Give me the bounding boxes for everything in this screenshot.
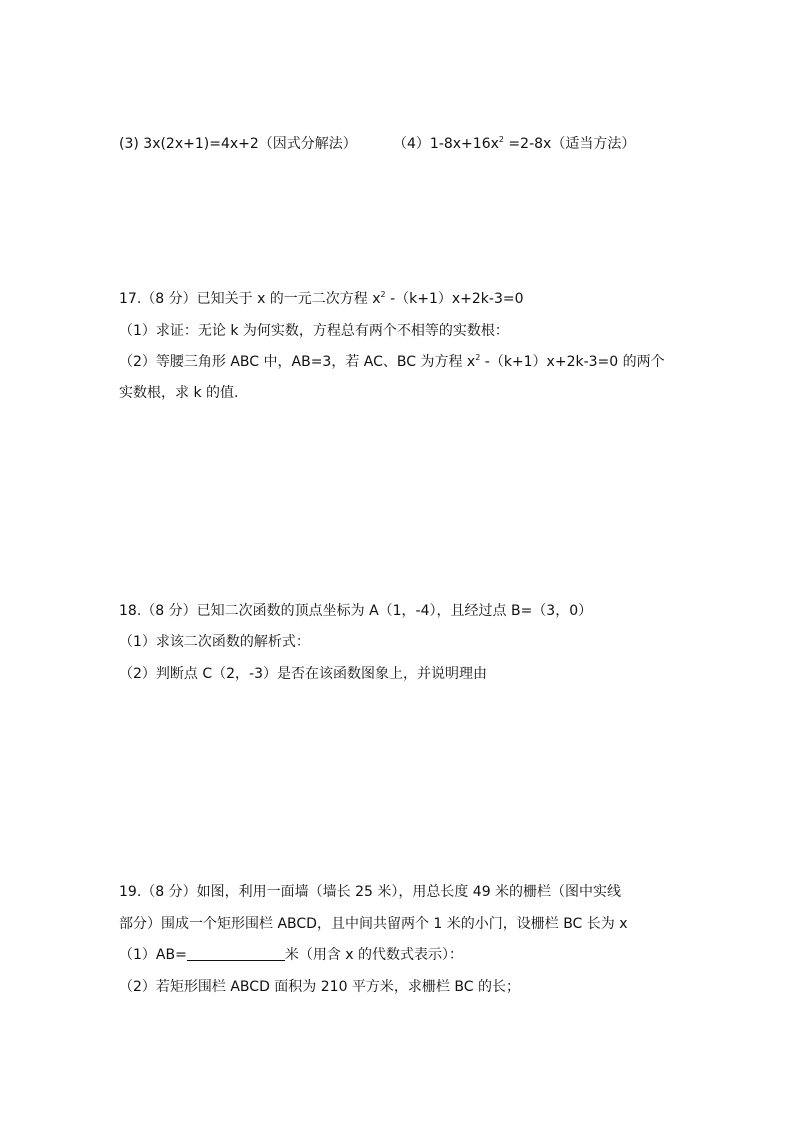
problem19-part1 bbox=[119, 945, 463, 965]
problem18-stem bbox=[119, 601, 592, 621]
problem17-stem-text: 17.（8 分）已知关于 x 的一元二次方程 x bbox=[119, 291, 381, 307]
exponent: 2 bbox=[475, 353, 481, 362]
problem17-part2-text-cont: -（k+1）x+2k-3=0 的两个 bbox=[480, 354, 665, 370]
exponent: 2 bbox=[498, 135, 504, 144]
problem16-part4-text-cont: =2-8x（适当方法） bbox=[503, 136, 636, 152]
problem17-part1-text: （1）求证：无论 k 为何实数，方程总有两个不相等的实数根： bbox=[119, 323, 509, 339]
problem16-part4-text: （4）1-8x+16x bbox=[393, 136, 499, 152]
problem18-part1-text: （1）求该二次函数的解析式： bbox=[119, 634, 310, 650]
problem19-part1-text: （1）AB= bbox=[119, 947, 187, 963]
problem16-part3-text: (3) 3x(2x+1)=4x+2（因式分解法） bbox=[119, 136, 357, 152]
problem17-part2-continuation bbox=[119, 383, 238, 403]
problem18-part2 bbox=[119, 664, 487, 684]
problem18-stem-text: 18.（8 分）已知二次函数的顶点坐标为 A（1，-4），且经过点 B=（3，0） bbox=[119, 603, 593, 619]
problem19-stem-text2: 部分）围成一个矩形围栏 ABCD，且中间共留两个 1 米的小门，设栅栏 BC 长为 x bbox=[119, 916, 628, 932]
problem17-stem bbox=[119, 289, 524, 309]
problem19-part1-text-cont: 米（用含 x 的代数式表示）： bbox=[284, 947, 464, 963]
problem17-part1 bbox=[119, 321, 509, 341]
problem17-stem-text-cont: -（k+1）x+2k-3=0 bbox=[385, 291, 524, 307]
problem17-part2-text: （2）等腰三角形 ABC 中，AB=3，若 AC、BC 为方程 x bbox=[119, 354, 476, 370]
problem19-stem-line2 bbox=[119, 914, 628, 934]
exponent: 2 bbox=[380, 290, 386, 299]
problem18-part2-text: （2）判断点 C（2，-3）是否在该函数图象上，并说明理由 bbox=[119, 666, 487, 682]
problem17-part2 bbox=[119, 352, 665, 372]
answer-blank bbox=[187, 946, 285, 961]
problem19-part2 bbox=[119, 977, 520, 997]
problem19-stem-line1 bbox=[119, 882, 621, 902]
problem16-part3 bbox=[119, 134, 357, 154]
problem19-stem-text1: 19.（8 分）如图，利用一面墙（墙长 25 米），用总长度 49 米的栅栏（图中实线 bbox=[119, 884, 622, 900]
problem19-part2-text: （2）若矩形围栏 ABCD 面积为 210 平方米，求栅栏 BC 的长； bbox=[119, 979, 520, 995]
problem17-part2-cont-text: 实数根，求 k 的值. bbox=[119, 385, 239, 401]
problem16-part4 bbox=[393, 134, 635, 154]
problem18-part1 bbox=[119, 632, 310, 652]
